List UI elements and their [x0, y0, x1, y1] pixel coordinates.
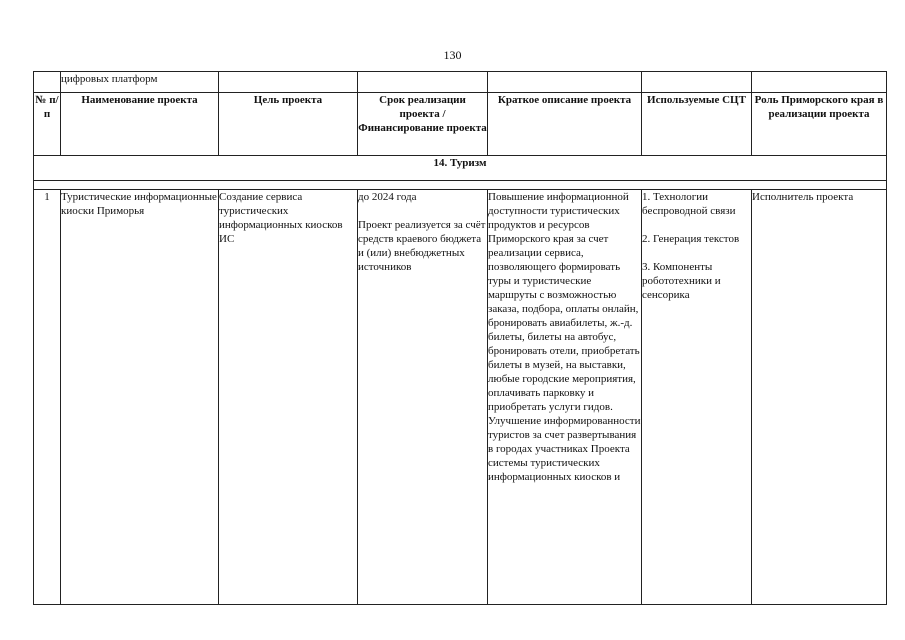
- header-row: [34, 93, 887, 156]
- row-term: до 2024 года: [358, 191, 417, 203]
- cont-num-cell: [34, 72, 61, 93]
- header-term: Срок реализации проекта / Финансирование проекта: [358, 93, 488, 156]
- row-financing: Проект реализуется за счёт средств краевого бюджета и (или) внебюджетных источников: [358, 219, 486, 273]
- row-role: Исполнитель проекта: [752, 190, 887, 605]
- row-tech-cell: [642, 190, 752, 605]
- row-term-cell: [358, 190, 488, 605]
- header-goal: Цель проекта: [219, 93, 358, 156]
- term-gap: [358, 204, 487, 218]
- row-num: 1: [34, 190, 61, 605]
- projects-table: [33, 71, 887, 605]
- header-role: Роль Приморского края в реализации проекта: [752, 93, 887, 156]
- cont-name-cell: цифровых платформ: [61, 72, 219, 93]
- cont-goal-cell: [219, 72, 358, 93]
- cont-tech-cell: [642, 72, 752, 93]
- section-row: [34, 156, 887, 181]
- header-num: № п/п: [34, 93, 61, 156]
- tech-gap-1: [642, 218, 751, 232]
- row-tech-item-2: 2. Генерация текстов: [642, 233, 740, 245]
- row-description: Повышение информационной доступности туристических продуктов и ресурсов Приморского края за счет реализации сервиса, позволяющего формировать туры и туристические маршруты с возможностью заказа, подбора, оплаты онлайн, бронировать авиабилеты, ж.-д. билеты, билеты на автобус, бронировать отели, приобретать билеты в музей, на выставки, любые городские мероприятия, оплачивать парковку и приобретать услуги гидов. Улучшение информированности туристов за счет развертывания в городах участниках Проекта системы туристических информационных киосков и: [488, 190, 642, 605]
- spacer-row: [34, 181, 887, 190]
- table-row: [34, 190, 887, 605]
- row-tech-item-1: 1. Технологии беспроводной связи: [642, 191, 736, 217]
- continuation-row: [34, 72, 887, 93]
- row-tech-item-3: 3. Компоненты робототехники и сенсорика: [642, 261, 721, 301]
- header-description: Краткое описание проекта: [488, 93, 642, 156]
- tech-gap-2: [642, 246, 751, 260]
- page-number: 130: [443, 48, 462, 62]
- spacer-cell: [34, 181, 887, 190]
- header-tech: Используемые СЦТ: [642, 93, 752, 156]
- cont-term-cell: [358, 72, 488, 93]
- section-title: 14. Туризм: [34, 156, 887, 181]
- header-name: Наименование проекта: [61, 93, 219, 156]
- row-name: Туристические информационные киоски Приморья: [61, 190, 219, 605]
- cont-description-cell: [488, 72, 642, 93]
- row-goal: Создание сервиса туристических информационных киосков ИС: [219, 190, 358, 605]
- cont-role-cell: [752, 72, 887, 93]
